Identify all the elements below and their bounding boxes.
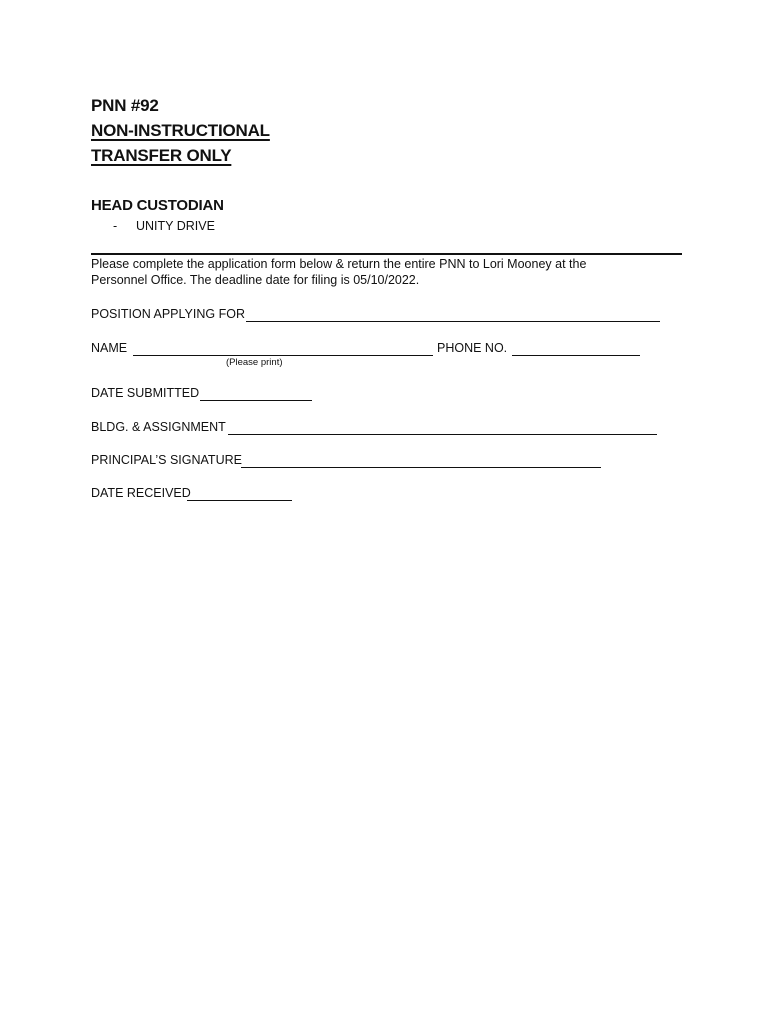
- date-submitted-field[interactable]: [200, 400, 312, 401]
- bldg-assignment-label: BLDG. & ASSIGNMENT: [91, 420, 226, 434]
- category-heading: NON-INSTRUCTIONAL: [91, 121, 270, 140]
- instructions-line-1: Please complete the application form below & return the entire PNN to Lori Mooney at the: [91, 257, 587, 271]
- principal-signature-field[interactable]: [241, 467, 601, 468]
- position-applying-field[interactable]: [246, 321, 660, 322]
- position-applying-label: POSITION APPLYING FOR: [91, 307, 245, 321]
- transfer-type-heading: TRANSFER ONLY: [91, 146, 232, 165]
- phone-field[interactable]: [512, 355, 640, 356]
- date-received-field[interactable]: [187, 500, 292, 501]
- bldg-assignment-field[interactable]: [228, 434, 657, 435]
- name-field[interactable]: [133, 355, 433, 356]
- principal-signature-label: PRINCIPAL’S SIGNATURE: [91, 453, 242, 467]
- section-divider: [91, 253, 682, 255]
- bullet-dash: -: [113, 219, 118, 233]
- instructions-line-2: Personnel Office. The deadline date for filing is 05/10/2022.: [91, 273, 420, 287]
- phone-label: PHONE NO.: [437, 341, 508, 355]
- pnn-number: PNN #92: [91, 96, 159, 115]
- date-received-label: DATE RECEIVED: [91, 486, 191, 500]
- name-print-hint: (Please print): [226, 357, 283, 368]
- location-item: UNITY DRIVE: [136, 219, 215, 233]
- position-title: HEAD CUSTODIAN: [91, 197, 224, 214]
- date-submitted-label: DATE SUBMITTED: [91, 386, 200, 400]
- name-label: NAME: [91, 341, 128, 355]
